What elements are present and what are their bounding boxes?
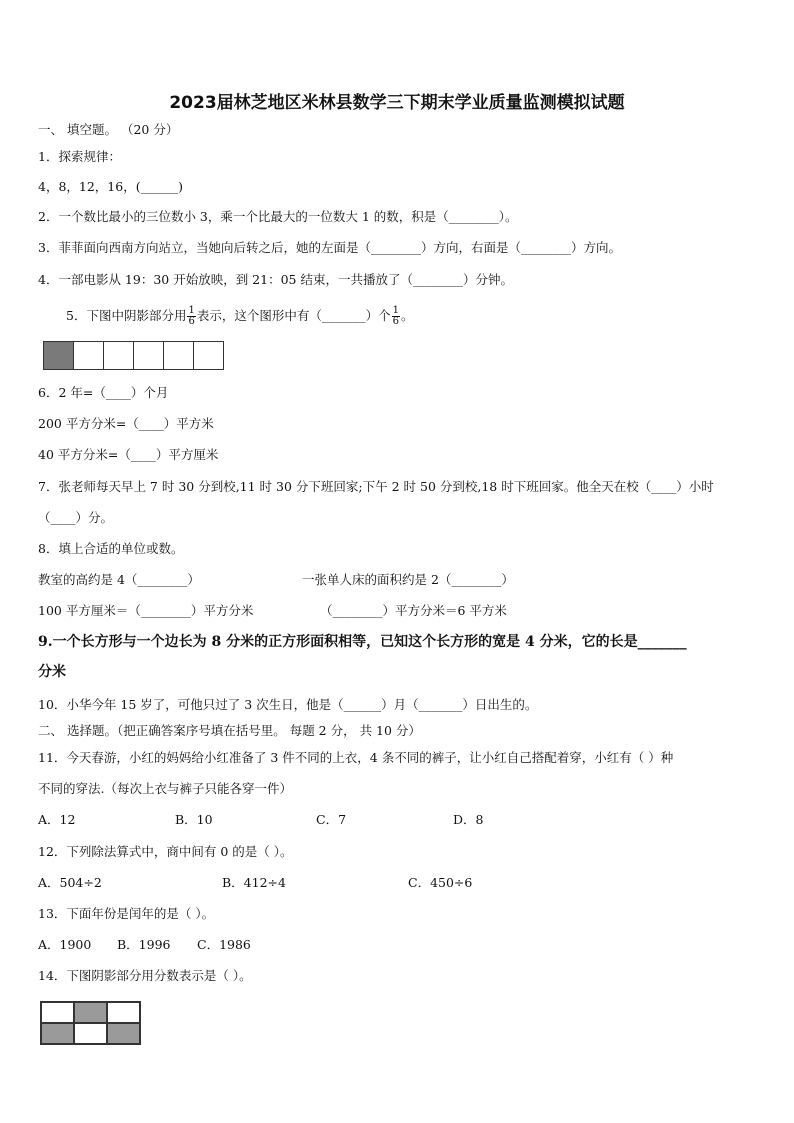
q13-option-b: B．1996 (117, 937, 171, 952)
fraction-one-sixth (187, 306, 195, 327)
page-title: 2023届林芝地区米林县数学三下期末学业质量监测模拟试题 (169, 93, 625, 113)
shaded-cell (74, 1002, 107, 1023)
q12-option-b: B．412÷4 (222, 875, 286, 890)
question-10: 10．小华今年 15 岁了，可他只过了 3 次生日，他是（______）月（_______）日出生的。 (38, 697, 538, 712)
question-8: 8．填上合适的单位或数。 (38, 541, 184, 556)
fraction-denominator: 6 (188, 316, 195, 327)
question-1-sequence: 4，8，12，16，(______) (38, 179, 183, 194)
question-3: 3．菲菲面向西南方向站立，当她向后转之后，她的左面是（________）方向，右面是（________）方向。 (38, 240, 621, 255)
question-6: 6．2 年=（____）个月 (38, 385, 169, 400)
q13-option-c: C．1986 (197, 937, 251, 952)
section-2-heading: 二、 选择题。（把正确答案序号填在括号里。 每题 2 分， 共 10 分） (38, 723, 421, 738)
question-5-text-pre: 5．下图中阴影部分用 (66, 308, 187, 323)
q11-option-d: D．8 (453, 812, 484, 827)
section-1-heading: 一、 填空题。 （20 分） (38, 122, 179, 137)
fraction-numerator: 1 (188, 305, 195, 316)
grid-cell (107, 1002, 140, 1023)
fraction-denominator: 6 (392, 316, 399, 327)
grid-cell (133, 341, 164, 370)
question-14: 14．下图阴影部分用分数表示是（ ）。 (38, 968, 252, 983)
grid-cell (193, 341, 224, 370)
question-8-part-a: 教室的高约是 4（________） (38, 572, 200, 587)
question-12: 12．下列除法算式中，商中间有 0 的是（ ）。 (38, 844, 293, 859)
q13-option-a: A．1900 (38, 937, 92, 952)
question-14-figure (40, 1001, 141, 1045)
question-4: 4．一部电影从 19：30 开始放映，到 21：05 结束，一共播放了（________）分钟。 (38, 272, 513, 287)
question-5-figure (44, 341, 224, 370)
shaded-cell (41, 1023, 74, 1044)
question-11-continued: 不同的穿法.（每次上衣与裤子只能各穿一件） (38, 781, 292, 796)
question-9-continued: 分米 (38, 664, 66, 680)
shaded-cell (43, 341, 74, 370)
question-1: 1．探索规律： (38, 149, 121, 164)
question-5-text-post: 。 (400, 308, 414, 323)
question-5-text-mid: 表示，这个图形中有（_______）个 (196, 308, 391, 323)
grid-cell (41, 1002, 74, 1023)
grid-cell (103, 341, 134, 370)
question-8-part-d: （________）平方分米＝6 平方米 (320, 603, 507, 618)
question-9: 9.一个长方形与一个边长为 8 分米的正方形面积相等，已知这个长方形的宽是 4 分米，它的长是_______ (38, 634, 687, 650)
fraction-numerator: 1 (392, 305, 399, 316)
grid-cell (163, 341, 194, 370)
fraction-one-sixth (392, 306, 400, 327)
q11-option-a: A．12 (38, 812, 76, 827)
question-5 (66, 304, 414, 328)
question-7: 7．张老师每天早上 7 时 30 分到校,11 时 30 分下班回家;下午 2 时 50 分到校,18 时下班回家。他全天在校（____）小时 (38, 479, 714, 494)
grid-cell (74, 1023, 107, 1044)
grid-cell (73, 341, 104, 370)
question-8-part-b: 一张单人床的面积约是 2（________） (302, 572, 514, 587)
question-6-part-b: 200 平方分米=（____）平方米 (38, 416, 214, 431)
shaded-cell (107, 1023, 140, 1044)
q12-option-a: A．504÷2 (38, 875, 102, 890)
question-2: 2．一个数比最小的三位数小 3，乘一个比最大的一位数大 1 的数，积是（________）。 (38, 209, 518, 224)
question-11: 11．今天春游，小红的妈妈给小红准备了 3 件不同的上衣，4 条不同的裤子，让小红自己搭配着穿，小红有（ ）种 (38, 750, 674, 765)
question-6-part-c: 40 平方分米=（____）平方厘米 (38, 447, 219, 462)
q12-option-c: C．450÷6 (408, 875, 473, 890)
q11-option-c: C．7 (316, 812, 347, 827)
question-13: 13．下面年份是闰年的是（ ）。 (38, 906, 215, 921)
q11-option-b: B．10 (175, 812, 213, 827)
question-8-part-c: 100 平方厘米＝（________）平方分米 (38, 603, 254, 618)
question-7-continued: （____）分。 (38, 510, 114, 525)
